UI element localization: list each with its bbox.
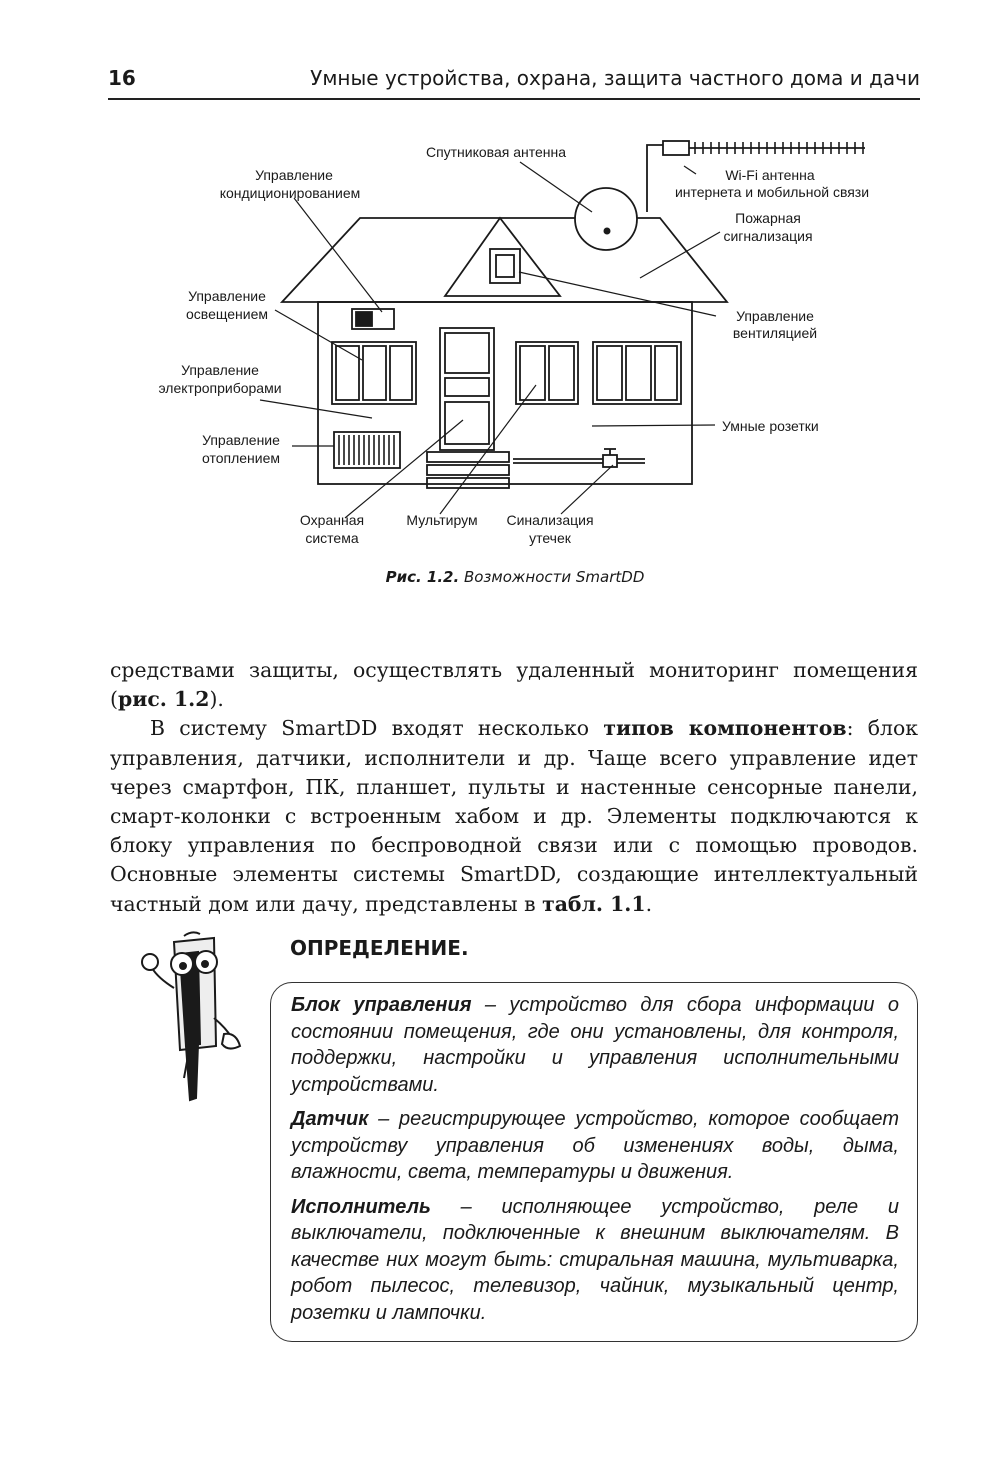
- label-security: Охранная: [299, 512, 365, 528]
- label-multiroom: Мультирум: [406, 512, 478, 528]
- label-vent: Управление: [736, 308, 814, 324]
- definition-item: Блок управления – устройство для сбора информации о состоянии помещения, где они установлены, для контроля, поддержки, настройки и управления исполнительными устройствами.: [291, 994, 899, 1096]
- running-header: [108, 62, 920, 96]
- label-security-2: система: [305, 530, 359, 546]
- wifi-antenna: [663, 141, 689, 155]
- label-appliances-2: электроприборами: [158, 380, 282, 396]
- table-reference: табл. 1.1: [542, 891, 646, 916]
- running-title: Умные устройства, охрана, защита частного дома и дачи: [310, 66, 920, 90]
- definition-term: Исполнитель: [291, 1195, 431, 1218]
- bold-term: типов компонентов: [603, 716, 847, 741]
- caption-label: Рис. 1.2.: [385, 568, 460, 586]
- house-roof: [282, 218, 727, 302]
- body-text: [110, 656, 918, 919]
- label-leaks: Синализация: [506, 512, 594, 528]
- label-wifi: Wi-Fi антенна: [725, 167, 815, 183]
- leak-sensor: [603, 455, 617, 467]
- label-vent-2: вентиляцией: [732, 325, 818, 341]
- pencil-mascot-illustration: [128, 928, 248, 1104]
- window-left: [332, 342, 416, 404]
- label-heating: Управление: [202, 432, 280, 448]
- house-illustration: [120, 128, 910, 568]
- definition-item: Датчик – регистрирующее устройство, которое сообщает устройству управления об изменениях воды, дыма, влажности, света, температуры и движения.: [291, 1108, 899, 1183]
- label-leaks-2: утечек: [529, 530, 571, 546]
- figure-reference: рис. 1.2: [117, 687, 210, 712]
- header-rule: [108, 98, 920, 100]
- label-ac: Управление: [255, 167, 333, 183]
- window-middle: [516, 342, 578, 404]
- label-heating-2: отоплением: [201, 450, 281, 466]
- definition-box: [270, 982, 918, 1342]
- window-right: [593, 342, 681, 404]
- satellite-dish: [575, 188, 637, 250]
- label-fire: Пожарная: [735, 210, 801, 226]
- label-satellite: Спутниковая антенна: [425, 144, 567, 160]
- definition-term: Датчик: [291, 1108, 369, 1130]
- figure-caption: [0, 568, 1000, 586]
- label-sockets: Умные розетки: [722, 418, 819, 434]
- steps: [427, 452, 509, 462]
- definition-item: Исполнитель – исполняющее устройство, реле и выключатели, подключенные к внешним выключателям. В качестве них могут быть: стиральная машина, мультиварка, робот пылесос, телевизор, чайник, музыкальный центр, розетки и лампочки.: [291, 1195, 899, 1324]
- label-ac-2: кондиционированием: [219, 185, 361, 201]
- label-wifi-2: интернета и мобильной связи: [674, 184, 870, 200]
- label-fire-2: сигнализация: [723, 228, 813, 244]
- paragraph-1: средствами защиты, осуществлять удаленный мониторинг помещения (рис. 1.2).: [110, 658, 918, 712]
- smart-home-diagram: [120, 128, 910, 568]
- label-lighting-2: освещением: [186, 306, 268, 322]
- paragraph-2: В систему SmartDD входят несколько типов компонентов: блок управления, датчики, исполнители и др. Чаще всего управление идет через смартфон, ПК, планшет, пульты и настенные сенсорные панели, смарт-колонки с встроенным хабом и др. Элементы подключаются к блоку управления по беспроводной связи или с помощью проводов. Основные элементы системы SmartDD, создающие интеллектуальный частный дом или дачу, представлены в табл. 1.1.: [110, 716, 918, 916]
- page-number: 16: [108, 66, 136, 90]
- definition-heading: ОПРЕДЕЛЕНИЕ.: [290, 936, 469, 960]
- gable: [445, 218, 560, 296]
- caption-text: Возможности SmartDD: [463, 568, 645, 586]
- definition-term: Блок управления: [291, 994, 472, 1016]
- label-lighting: Управление: [188, 288, 266, 304]
- label-appliances: Управление: [181, 362, 259, 378]
